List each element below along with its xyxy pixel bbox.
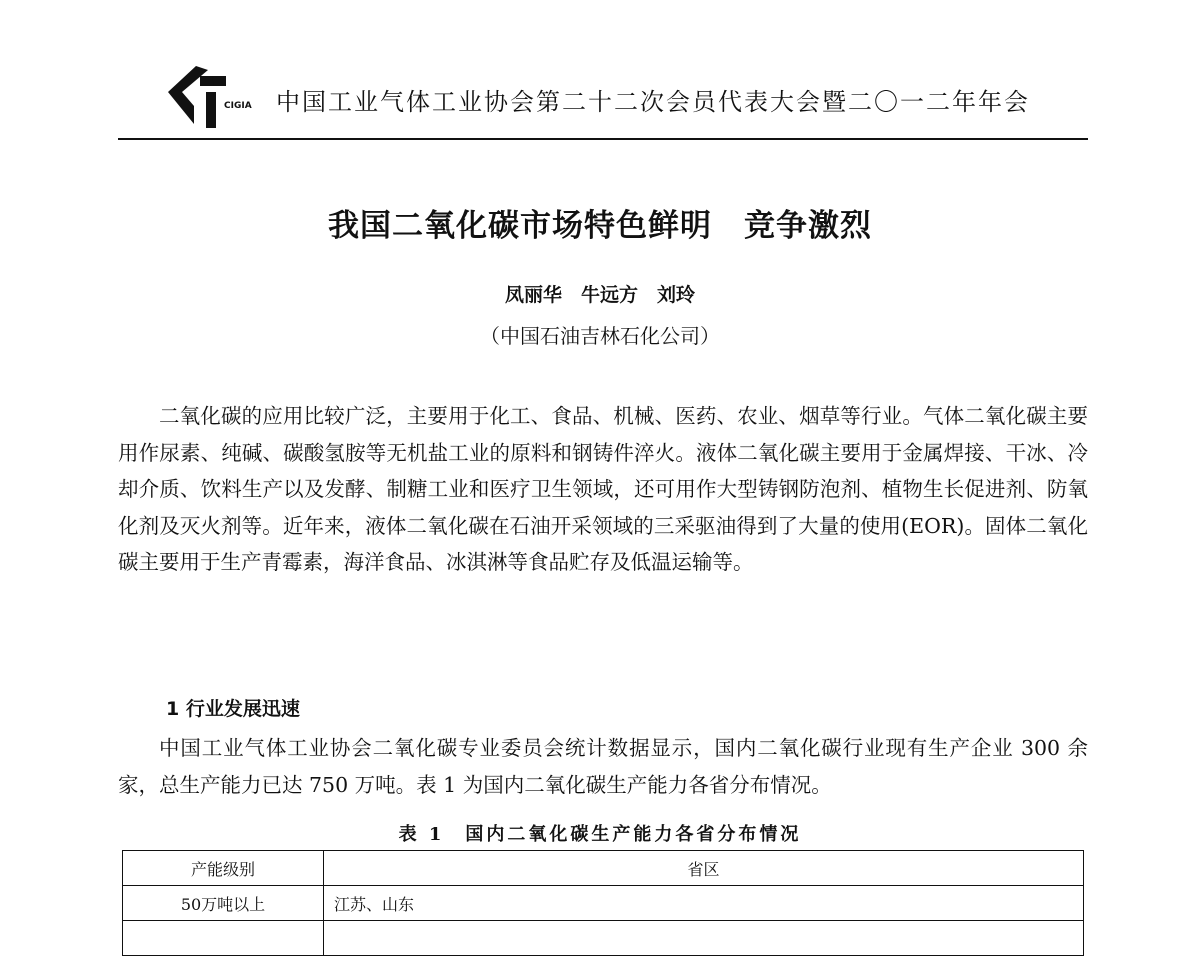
- intro-paragraph: 二氧化碳的应用比较广泛，主要用于化工、食品、机械、医药、农业、烟草等行业。气体二氧化碳主要用作尿素、纯碱、碳酸氢胺等无机盐工业的原料和钢铸件淬火。液体二氧化碳主要用于金属焊接、干冰、冷却介质、饮料生产以及发酵、制糖工业和医疗卫生领域，还可用作大型铸钢防泡剂、植物生长促进剂、防氧化剂及灭火剂等。近年来，液体二氧化碳在石油开采领域的三采驱油得到了大量的使用(EOR)。固体二氧化碳主要用于生产青霉素，海洋食品、冰淇淋等食品贮存及低温运输等。: [118, 404, 1088, 574]
- table-cell: 江苏、山东: [324, 886, 1084, 921]
- table-cell: [324, 921, 1084, 956]
- capacity-table: [122, 850, 1084, 956]
- table-row: [123, 921, 1084, 956]
- table-cell: [123, 921, 324, 956]
- article-authors: 凤丽华 牛远方 刘玲: [504, 284, 695, 306]
- header-rule: [118, 138, 1088, 140]
- table-header-cell: 产能级别: [123, 851, 324, 886]
- table-cell: 50万吨以上: [123, 886, 324, 921]
- table-header-cell: 省区: [324, 851, 1084, 886]
- table-caption: 表 1 国内二氧化碳生产能力各省分布情况: [398, 824, 802, 845]
- section-1-paragraph: 中国工业气体工业协会二氧化碳专业委员会统计数据显示，国内二氧化碳行业现有生产企业 300 余家，总生产能力已达 750 万吨。表 1 为国内二氧化碳生产能力各省分布情况。: [118, 736, 1088, 797]
- article-title: 我国二氧化碳市场特色鲜明 竞争激烈: [328, 208, 872, 244]
- table-row: [123, 886, 1084, 921]
- table-header-row: [123, 851, 1084, 886]
- page-header: [168, 62, 1088, 132]
- article-affiliation: （中国石油吉林石化公司）: [480, 324, 720, 348]
- section-1-heading: 1 行业发展迅速: [166, 698, 300, 720]
- conference-title: 中国工业气体工业协会第二十二次会员代表大会暨二〇一二年年会: [276, 88, 1030, 116]
- logo-text: CIGIA: [224, 101, 252, 111]
- cigia-logo: [168, 62, 258, 132]
